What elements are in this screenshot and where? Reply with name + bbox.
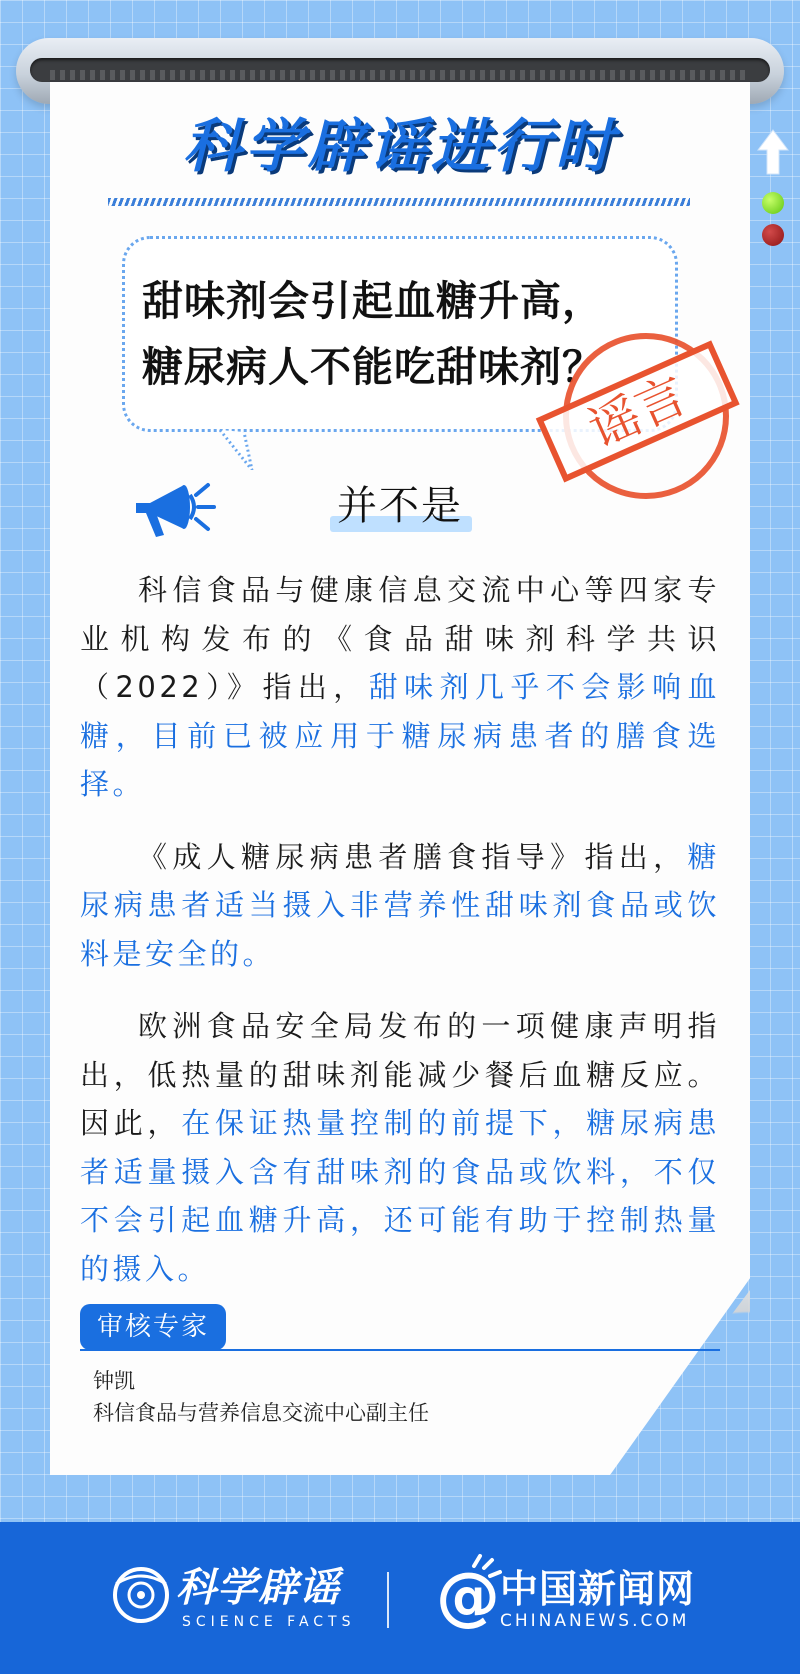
expert-label: 审核专家 bbox=[80, 1304, 226, 1350]
paragraph-3-text: 欧洲食品安全局发布的一项健康声明指出，低热量的甜味剂能减少餐后血糖反应。因此， bbox=[80, 1009, 720, 1140]
paragraph-2 bbox=[80, 833, 720, 979]
chinanews-logo-text: 中国新闻网 bbox=[500, 1567, 696, 1611]
science-facts-logo-icon bbox=[108, 1562, 174, 1628]
red-dot-icon bbox=[762, 224, 784, 246]
paragraph-3-highlight: 在保证热量控制的前提下，糖尿病患者适量摄入含有甜味剂的食品或饮料，不仅不会引起血糖升高，还可能有助于控制热量的摄入。 bbox=[80, 1106, 720, 1286]
paper-perforation bbox=[50, 70, 750, 80]
answer-block bbox=[300, 478, 500, 538]
megaphone-icon bbox=[132, 477, 218, 543]
myth-question-line1: 甜味剂会引起血糖升高， bbox=[142, 277, 604, 325]
paragraph-1 bbox=[80, 566, 720, 809]
paragraph-2-text: 《成人糖尿病患者膳食指导》指出， bbox=[138, 839, 688, 874]
expert-divider bbox=[80, 1349, 720, 1351]
expert-name: 钟凯 bbox=[93, 1369, 135, 1393]
paragraph-1-highlight: 甜味剂几乎不会影响血糖，目前已被应用于糖尿病患者的膳食选择。 bbox=[80, 670, 720, 801]
answer-text: 并不是 bbox=[337, 483, 463, 529]
paragraph-3 bbox=[80, 1002, 720, 1293]
speech-bubble-tail bbox=[218, 430, 254, 470]
paragraph-1-text: 科信食品与健康信息交流中心等四家专业机构发布的《食品甜味剂科学共识（2022）》指出， bbox=[80, 573, 720, 704]
arrow-up-icon bbox=[756, 128, 790, 176]
rumor-stamp bbox=[526, 318, 744, 508]
article-body bbox=[80, 566, 720, 1317]
myth-question-line2: 糖尿病人不能吃甜味剂？ bbox=[142, 343, 604, 391]
expert-title: 科信食品与营养信息交流中心副主任 bbox=[93, 1401, 429, 1425]
science-facts-logo-subtitle: SCIENCE FACTS bbox=[182, 1614, 356, 1630]
stamp-label: 谣言 bbox=[580, 365, 696, 460]
svg-text:@: @ bbox=[436, 1560, 500, 1632]
footer-divider bbox=[387, 1572, 389, 1628]
title-underline bbox=[108, 198, 690, 206]
chinanews-logo-subtitle: CHINANEWS.COM bbox=[500, 1611, 690, 1631]
chinanews-logo-icon bbox=[434, 1552, 504, 1632]
paragraph-2-highlight: 糖尿病患者适当摄入非营养性甜味剂食品或饮料是安全的。 bbox=[80, 839, 720, 971]
green-dot-icon bbox=[762, 192, 784, 214]
page-title: 科学辟谣进行时 bbox=[182, 112, 617, 180]
science-facts-logo-text: 科学辟谣 bbox=[176, 1565, 340, 1611]
